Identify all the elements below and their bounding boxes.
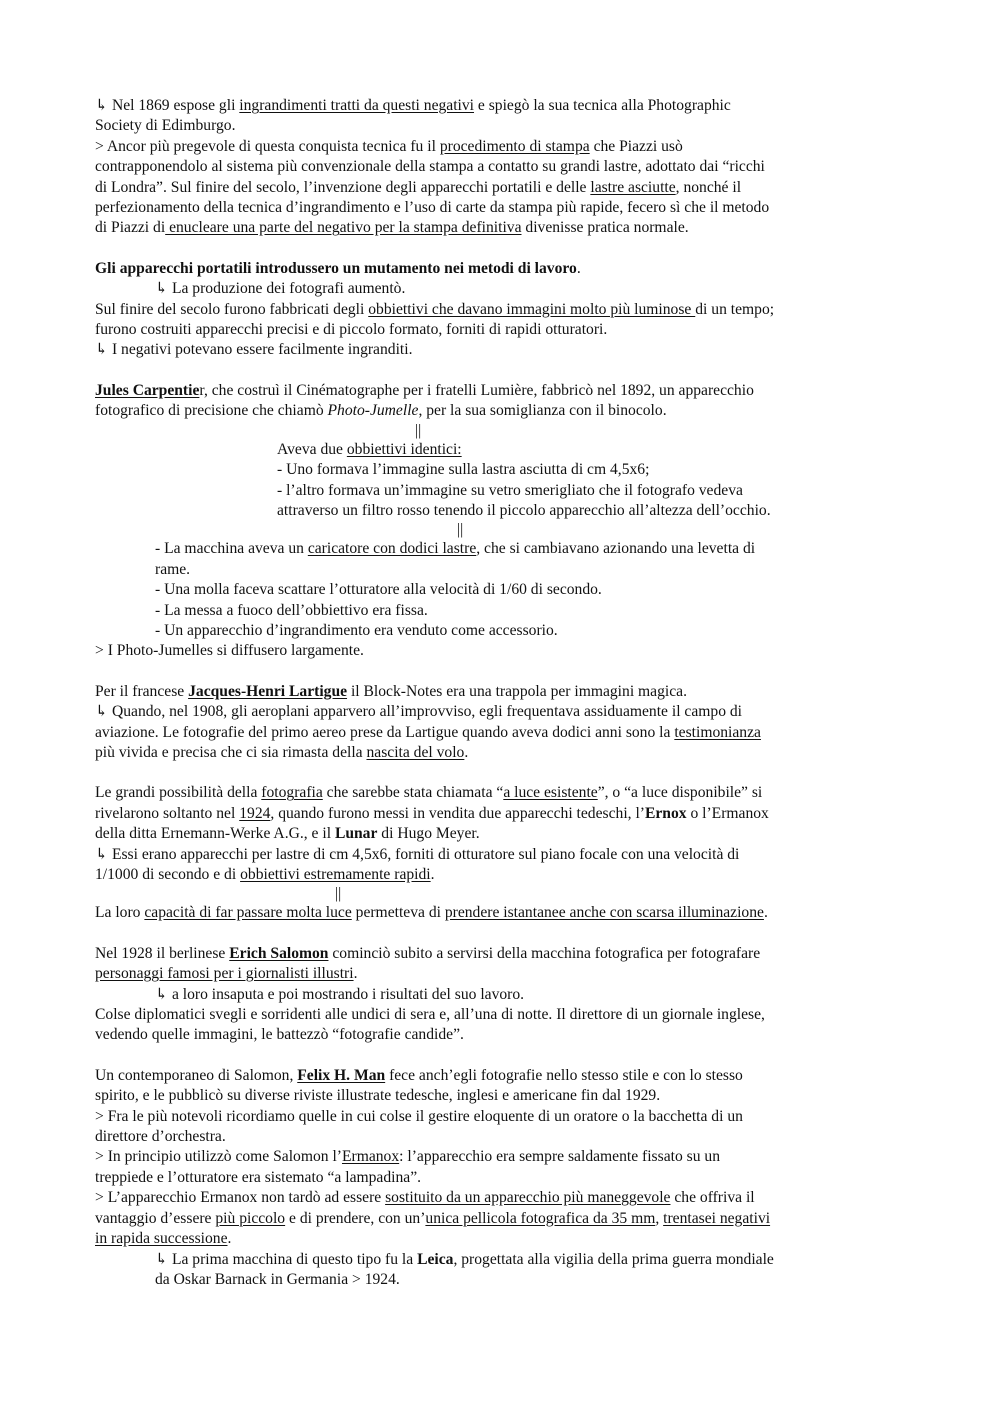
text-line: di Piazzi di enucleare una parte del negativo per la stampa definitiva divenisse pratica normale. — [95, 219, 689, 237]
text-line: - La macchina aveva un caricatore con dodici lastre, che si cambiavano azionando una levetta di — [155, 540, 756, 558]
text-line: > I Photo-Jumelles si diffusero largamente. — [95, 642, 364, 660]
paragraph-gap — [95, 239, 905, 259]
text-line: La loro capacità di far passare molta luce permetteva di prendere istantanee anche con scarsa illuminazione. — [95, 904, 768, 922]
text-line: Jules Carpentier, che costruì il Cinématographe per i fratelli Lumière, fabbricò nel 1892, un apparecchio — [95, 381, 754, 399]
text-line: 1/1000 di secondo e di obbiettivi estremamente rapidi. — [95, 866, 435, 883]
text-line: contrapponendolo al sistema più convenzionale della stampa a contatto su grandi lastre, adottato dai “ricchi — [95, 158, 765, 176]
text-line: - Una molla faceva scattare l’otturatore alla velocità di 1/60 di secondo. — [155, 581, 602, 599]
text-line: ↳ La prima macchina di questo tipo fu la Leica, progettata alla vigilia della prima guerra mondiale — [155, 1250, 774, 1268]
text-line: aviazione. Le fotografie del primo aereo prese da Lartigue quando aveva dodici anni sono la testimonianza — [95, 723, 761, 741]
paragraph-gap — [95, 763, 905, 783]
text-line: > Fra le più notevoli ricordiamo quelle in cui colse il gestire eloquente di un oratore o la bacchetta di un — [95, 1107, 743, 1125]
text-line: vedendo quelle immagini, le battezzò “fotografie candide”. — [95, 1026, 464, 1044]
text-line: - Uno formava l’immagine sulla lastra asciutta di cm 4,5x6; — [277, 461, 650, 479]
paragraph-gap — [95, 361, 905, 381]
paragraph-gap — [95, 924, 905, 944]
text-line: spirito, e le pubblicò su diverse riviste illustrate tedesche, inglesi e americane fin dal 1929. — [95, 1087, 661, 1105]
text-line: rame. — [155, 560, 191, 578]
connector-pipes: || — [415, 421, 422, 439]
text-line: da Oskar Barnack in Germania > 1924. — [155, 1270, 400, 1288]
text-line: personaggi famosi per i giornalisti illustri. — [95, 965, 358, 983]
text-line: Per il francese Jacques-Henri Lartigue il Block-Notes era una trappola per immagini magica. — [95, 682, 687, 700]
text-line: in rapida successione. — [95, 1230, 232, 1248]
text-line: ↳ Quando, nel 1908, gli aeroplani apparvero all’improvviso, egli frequentava assiduamente il campo di — [95, 703, 743, 721]
text-line: Sul finire del secolo furono fabbricati degli obbiettivi che davano immagini molto più luminose di un tempo; — [95, 300, 775, 318]
text-line: Colse diplomatici svegli e sorridenti alle undici di sera e, all’una di notte. Il direttore di un giornale inglese, — [95, 1006, 765, 1024]
text-line: > In principio utilizzò come Salomon l’Ermanox: l’apparecchio era sempre saldamente fissato su un — [95, 1148, 721, 1166]
text-line: Un contemporaneo di Salomon, Felix H. Man fece anch’egli fotografie nello stesso stile e con lo stesso — [95, 1066, 743, 1084]
text-line: > Ancor più pregevole di questa conquista tecnica fu il procedimento di stampa che Piazzi usò — [95, 137, 683, 155]
text-line: perfezionamento della tecnica d’ingrandimento e l’uso di carte da stampa più rapide, fecero sì che il metodo — [95, 199, 770, 217]
text-line: ↳ La produzione dei fotografi aumentò. — [155, 280, 406, 298]
text-line: - l’altro formava un’immagine su vetro smerigliato che il fotografo vedeva — [277, 481, 743, 499]
document-page — [95, 96, 905, 1290]
section-heading: Gli apparecchi portatili introdussero un mutamento nei metodi di lavoro. — [95, 259, 581, 277]
text-line: della ditta Ernemann-Werke A.G., e il Lunar di Hugo Meyer. — [95, 825, 480, 843]
text-line: ↳ a loro insaputa e poi mostrando i risultati del suo lavoro. — [155, 985, 525, 1003]
text-line: fotografico di precisione che chiamò Photo-Jumelle, per la sua somiglianza con il binocolo. — [95, 402, 667, 420]
text-line: Le grandi possibilità della fotografia che sarebbe stata chiamata “a luce esistente”, o “a luce disponibile” si — [95, 784, 763, 802]
connector-pipes: || — [457, 521, 464, 539]
text-line: di Londra”. Sul finire del secolo, l’invenzione degli apparecchi portatili e delle lastre asciutte, nonché il — [95, 178, 742, 196]
text-line: > L’apparecchio Ermanox non tardò ad essere sostituito da un apparecchio più maneggevole che offriva il — [95, 1189, 755, 1207]
text-line: ↳ Essi erano apparecchi per lastre di cm 4,5x6, forniti di otturatore sul piano focale con una velocità di — [95, 845, 740, 863]
text-line: furono costruiti apparecchi precisi e di piccolo formato, forniti di rapidi otturatori. — [95, 321, 608, 339]
text-line: treppiede e l’otturatore era sistemato “a lampadina”. — [95, 1168, 422, 1186]
text-line: - Un apparecchio d’ingrandimento era venduto come accessorio. — [155, 621, 558, 639]
connector-pipes: || — [335, 885, 342, 903]
text-line: - La messa a fuoco dell’obbiettivo era fissa. — [155, 601, 428, 619]
text-line: direttore d’orchestra. — [95, 1128, 226, 1146]
text-line: ↳ I negativi potevano essere facilmente ingranditi. — [95, 341, 413, 359]
text-line: ↳ Nel 1869 espose gli ingrandimenti tratti da questi negativi e spiegò la sua tecnica alla Photographic — [95, 97, 731, 114]
text-line: vantaggio d’essere più piccolo e di prendere, con un’unica pellicola fotografica da 35 mm, trentasei negativi — [95, 1209, 771, 1227]
text-line: attraverso un filtro rosso tenendo il piccolo apparecchio all’altezza dell’occhio. — [277, 501, 771, 519]
text-line: più vivida e precisa che ci sia rimasta della nascita del volo. — [95, 743, 469, 761]
text-line: rivelarono soltanto nel 1924, quando furono messi in vendita due apparecchi tedeschi, l’Ernox o l’Ermanox — [95, 804, 769, 822]
paragraph-gap — [95, 662, 905, 682]
text-line: Aveva due obbiettivi identici: — [277, 440, 462, 458]
text-line: Society di Edimburgo. — [95, 117, 236, 135]
text-line: Nel 1928 il berlinese Erich Salomon cominciò subito a servirsi della macchina fotografica per fotografare — [95, 944, 761, 962]
paragraph-gap — [95, 1046, 905, 1066]
